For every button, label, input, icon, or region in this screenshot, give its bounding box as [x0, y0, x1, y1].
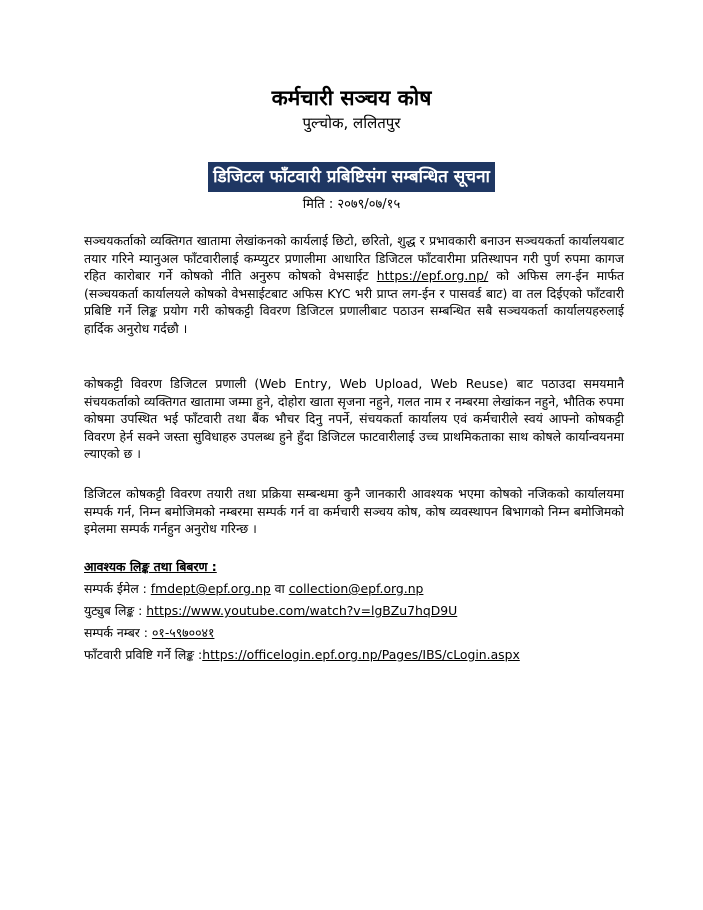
- paragraph-2: कोषकट्टी विवरण डिजिटल प्रणाली (Web Entry, Web Upload, Web Reuse) बाट पठाउदा समयमानै संचयकर्ताको व्यक्तिगत खातामा जम्मा हुने, दोहोरा खाता सृजना नहुने, गलत नाम र नम्बरमा लेखांकन नहुने, भौतिक रुपमा कोषमा उपस्थित भई फाँटवारी तथा बैंक भौचर दिनु नपर्ने, संचयकर्ता कार्यालय एवं कर्मचारीले स्वयं आफ्नो कोषकट्टी विवरण हेर्न सक्ने जस्ता सुविधाहरु उपलब्ध हुने हुँदा डिजिटल फाटवारीलाई उच्च प्राथमिकताका साथ कोषले कार्यान्वयनमा ल्याएको छ ।: [84, 376, 624, 462]
- youtube-label: युट्युब लिङ्क :: [84, 603, 143, 618]
- youtube-link[interactable]: https://www.youtube.com/watch?v=lgBZu7hqD9U: [146, 603, 458, 618]
- entry-row: [84, 644, 644, 666]
- phone-row: [84, 622, 644, 644]
- org-name: कर्मचारी सञ्चय कोष: [271, 86, 432, 110]
- notice-date: मिति : २०७९/०७/१५: [302, 197, 401, 212]
- org-address: पुल्चोक, ललितपुर: [302, 114, 401, 132]
- paragraph-1-text-a: सञ्चयकर्ताको व्यक्तिगत खातामा लेखांकनको कार्यलाई छिटो, छरितो, शुद्ध र प्रभावकारी बनाउन सञ्चयकर्ता कार्यालयबाट तयार गरिने म्यानुअल फाँटवारीलाई कम्प्युटर प्रणालीमा आधारित डिजिटल फाँटवारीमा प्रतिस्थापन गरी पुर्ण रुपमा कागज रहित कारोबार गर्ने कोषको नीति अनुरुप कोषको वेभसाईट: [84, 233, 624, 284]
- email-link-collection[interactable]: collection@epf.org.np: [288, 581, 424, 596]
- contacts-section: [84, 556, 644, 666]
- entry-label: फाँटवारी प्रविष्टि गर्ने लिङ्क :: [84, 647, 203, 662]
- notice-title: डिजिटल फाँटवारी प्रबिष्टिसंग सम्बन्धित सूचना: [208, 162, 495, 192]
- phone-label: सम्पर्क नम्बर :: [84, 625, 148, 640]
- paragraph-1: [84, 232, 624, 338]
- office-login-link[interactable]: https://officelogin.epf.org.np/Pages/IBS/cLogin.aspx: [202, 647, 520, 662]
- paragraph-1-text-b: को अफिस लग-ईन मार्फत (सञ्चयकर्ता कार्यालयले कोषको वेभसाईटबाट अफिस KYC भरी प्राप्त लग-ईन र पासवर्ड बाट) वा तल दिईएको फाँटवारी प्रबिष्टि गर्ने लिङ्क प्रयोग गरी कोषकट्टी विवरण डिजिटल प्रणालीबाट पठाउन सम्बन्धित सबै सञ्चयकर्ता कार्यालयहरुलाई हार्दिक अनुरोध गर्दछौ ।: [84, 268, 624, 336]
- email-link-fmdept[interactable]: fmdept@epf.org.np: [150, 581, 271, 596]
- youtube-row: [84, 600, 644, 622]
- paragraph-3: डिजिटल कोषकट्टी विवरण तयारी तथा प्रक्रिया सम्बन्धमा कुनै जानकारी आवश्यक भएमा कोषको नजिकको कार्यालयमा सम्पर्क गर्न, निम्न बमोजिमको नम्बरमा सम्पर्क गर्न वा कर्मचारी सञ्चय कोष, कोष व्यवस्थापन बिभागको निम्न बमोजिमको इमेलमा सम्पर्क गर्नहुन अनुरोध गरिन्छ ।: [84, 486, 624, 537]
- email-separator: वा: [274, 581, 285, 596]
- contacts-heading: आवश्यक लिङ्क तथा बिबरण :: [84, 559, 217, 574]
- email-row: [84, 578, 644, 600]
- email-label: सम्पर्क ईमेल :: [84, 581, 147, 596]
- phone-number: ०१-५९७००४१: [151, 625, 215, 640]
- website-link[interactable]: https://epf.org.np/: [376, 268, 489, 284]
- notice-title-wrap: [0, 162, 703, 192]
